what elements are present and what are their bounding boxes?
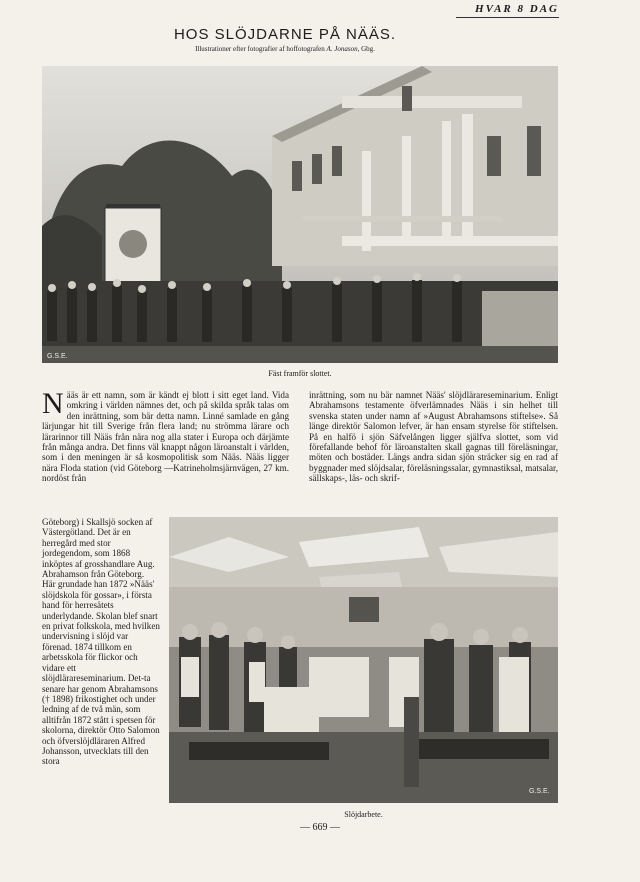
magazine-name: HVAR 8 DAG — [475, 3, 559, 15]
castle-caption: Fäst framför slottet. — [268, 369, 332, 378]
page-number: — 669 — — [300, 822, 340, 833]
workshop-photo-mark: G.S.E. — [529, 788, 550, 795]
article-title: HOS SLÖJDARNE PÅ NÄÄS. — [173, 26, 397, 43]
left-paragraph: ääs är ett namn, som är kändt ej blott i sitt eget land. Vida omkring i världen nämnes det, och på skilda språk talas om den inrättning, som bär detta namn. Linné samlade en gång lärjungar hit till Sverige från flera land; nu strömma lärare och lärarinnor till Nääs från nära nog alla stater i Europa och därjämte från många andra. Det finns väl knappt någon läroanstalt i världen, som i den meningen är så kosmopolitisk som Nääs. Nääs ligger nära Floda station (vid Göteborg —Katrineholmsjärnvägen, 27 km. nordöst från — [42, 390, 289, 484]
subtitle-prefix: Illustrationer efter fotografier af hoffotografen — [195, 45, 325, 53]
workshop-caption: Slöjdarbete. — [344, 810, 383, 819]
drop-cap: N — [42, 387, 64, 420]
photographer-name: A. Jonason — [326, 45, 358, 53]
article-subtitle — [120, 45, 450, 53]
castle-photo-mark: G.S.E. — [47, 353, 68, 360]
subtitle-suffix: , Gbg. — [357, 45, 375, 53]
article-left-column — [42, 387, 289, 484]
castle-photo — [42, 66, 558, 363]
header-rule — [456, 17, 559, 18]
workshop-photo — [169, 517, 558, 803]
article-narrow-column: Göteborg) i Skallsjö socken af Västergötland. Det är en herregård med stor jordegendom, som 1868 inköptes af grosshandlare Aug. Abrahamson från Göteborg. Här grundade han 1872 »Nääs' slöjdskola för gossar», i första hand för herresätets underlydande. Skolan blef snart en privat folkskola, med hvilken undervisning i slöjd var förenad. 1874 tillkom en arbetsskola för flickor och vidare ett slöjdlärareseminarium. Det-ta senare har genom Abrahamsons († 1898) frikostighet och under ledning af de två män, som alltifrån 1872 stått i spetsen för skolorna, direktör Otto Salomon och öfverslöjdläraren Alfred Johansson, utvecklats till den stora — [42, 517, 160, 767]
article-right-column: inrättning, som nu bär namnet Nääs' slöjdlärareseminarium. Enligt Abrahamsons testamente öfverlämnades Nääs i sin helhet till svenska staten under namn af »August Abrahamsons stiftelse». Så länge direktör Salomon lefver, är han ensam styrelse för stiftelsen. På en halfö i sjön Säfvelången ligger själfva slottet, som vid förefallande behof för läroanstalten skall gagnas till föreläsningar, möten och bostäder. Längs andra sidan sjön sträcker sig en rad af byggnader med slöjdsalar, föreläsningssalar, gymnastiksal, matsalar, sällskaps-, läs- och skrif- — [309, 390, 558, 484]
